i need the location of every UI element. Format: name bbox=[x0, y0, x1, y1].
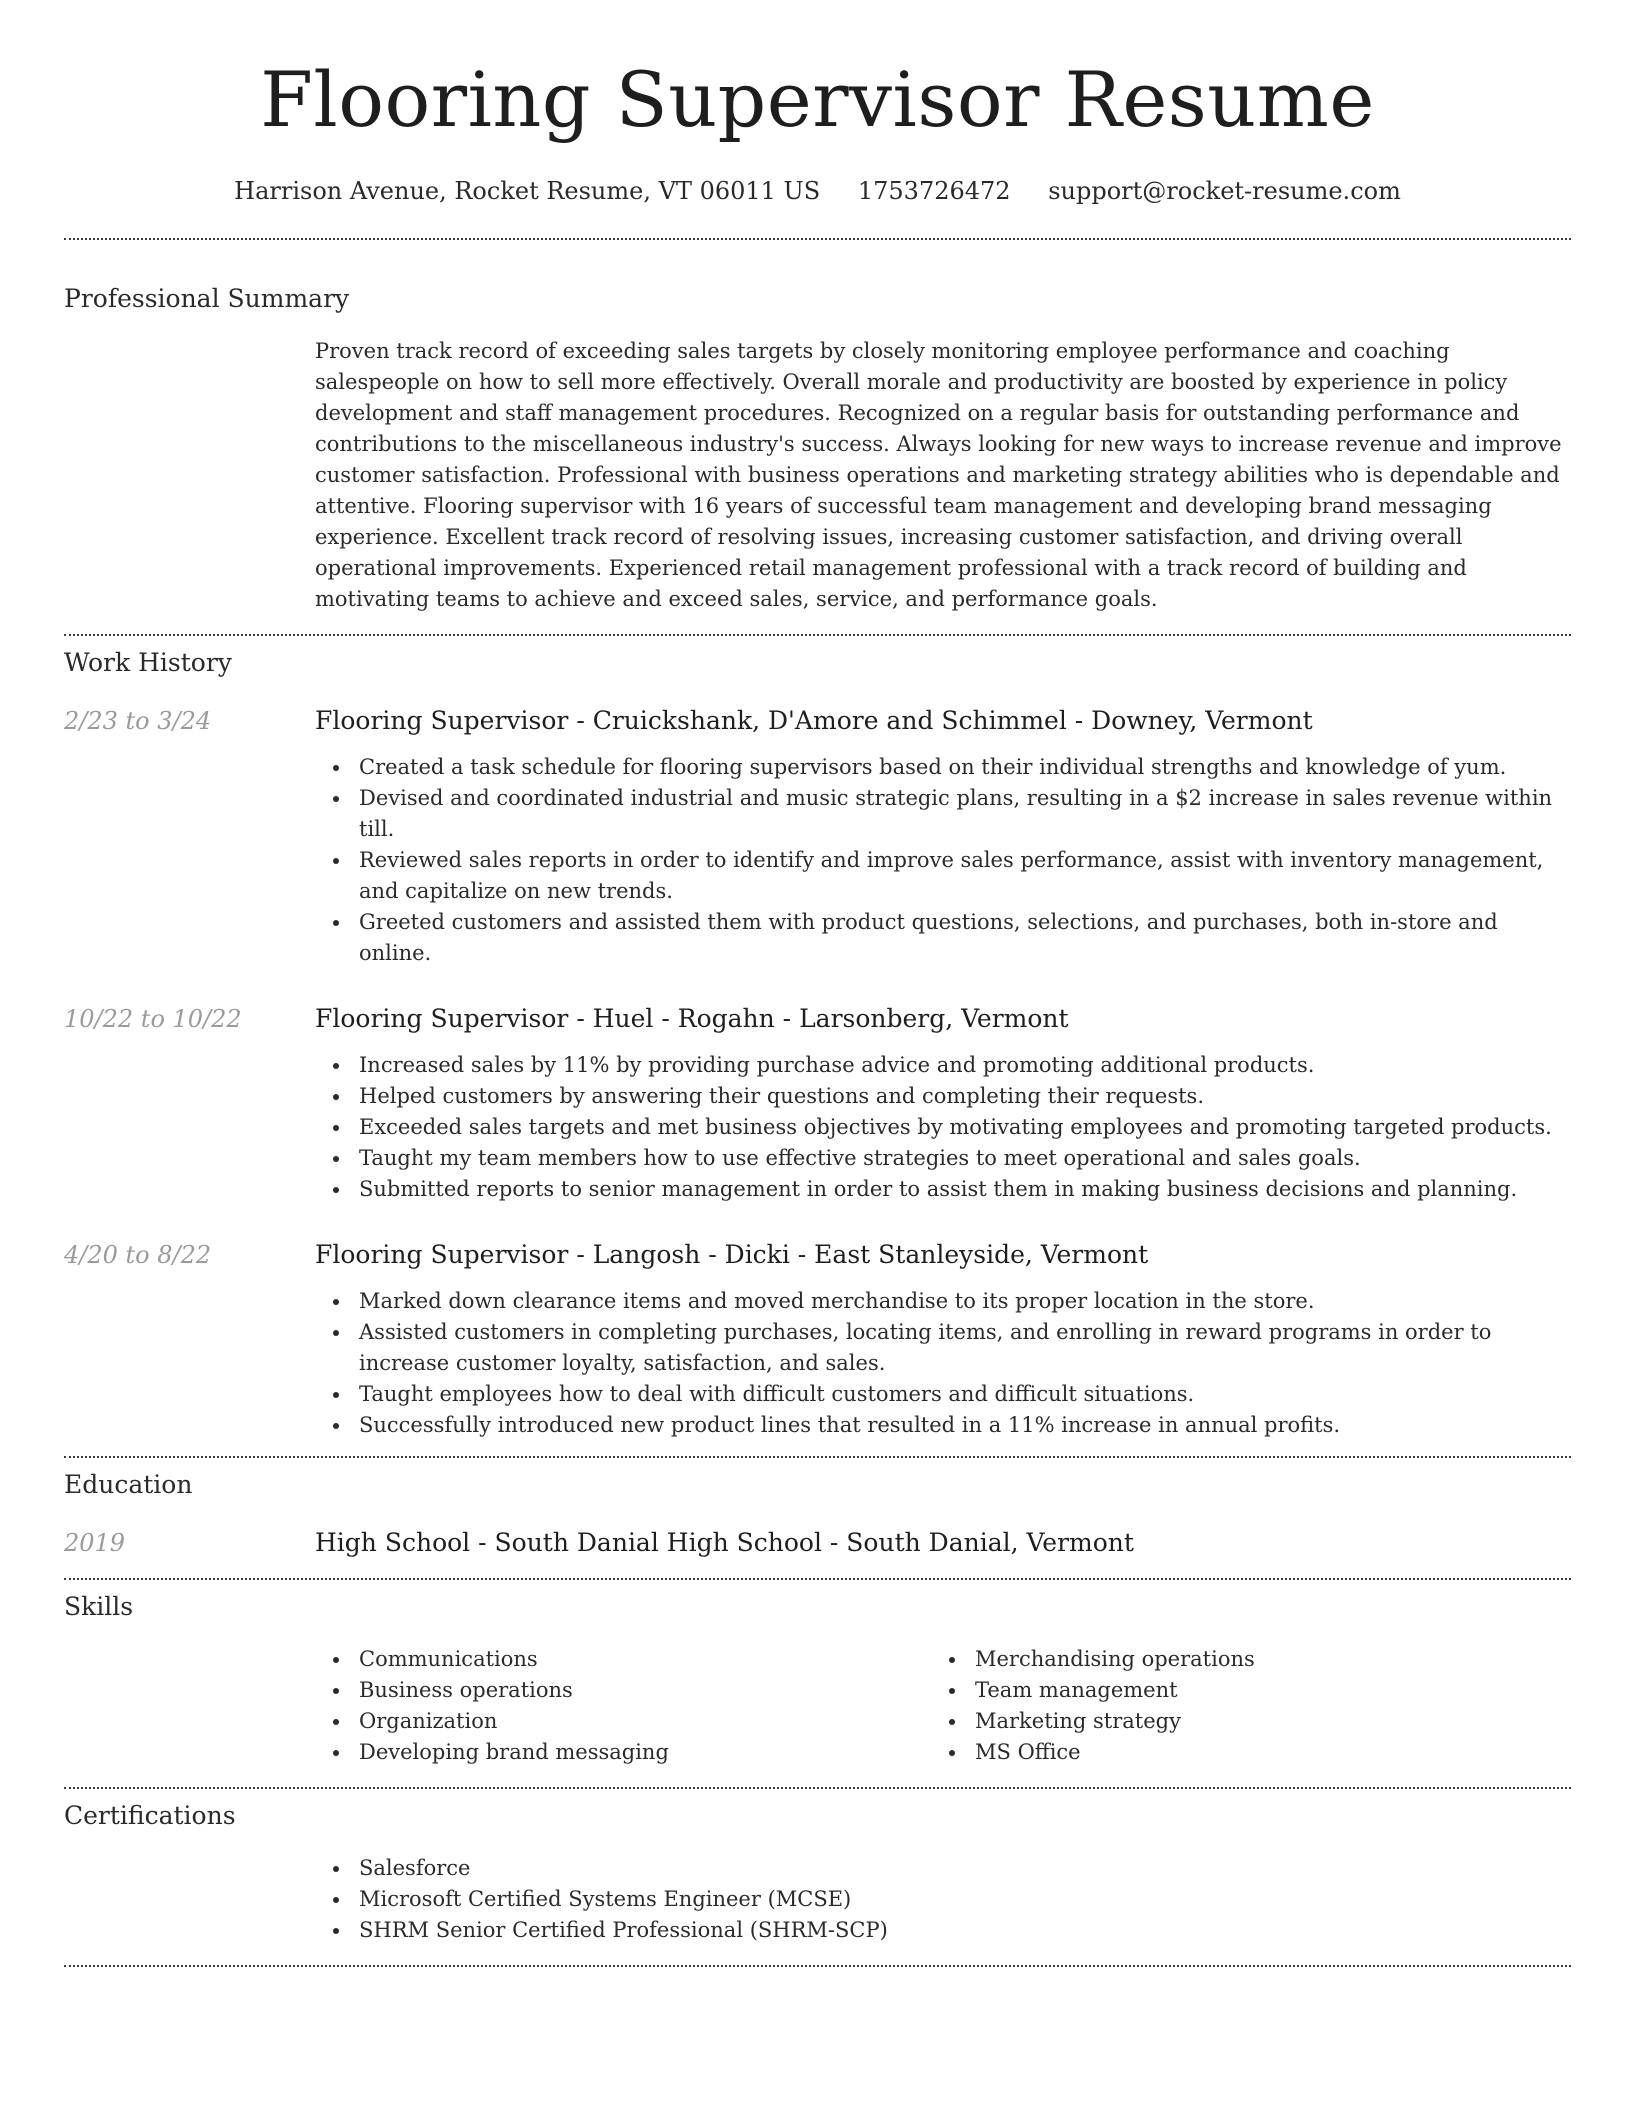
job-title: Flooring Supervisor - Langosh - Dicki - East Stanleyside, Vermont bbox=[315, 1240, 1149, 1269]
section-certifications bbox=[64, 1799, 1571, 1946]
certification-item: Microsoft Certified Systems Engineer (MCSE) bbox=[315, 1884, 1571, 1915]
job-bullet: Devised and coordinated industrial and music strategic plans, resulting in a $2 increase in sales revenue within till. bbox=[315, 783, 1571, 845]
job-title: Flooring Supervisor - Huel - Rogahn - Larsonberg, Vermont bbox=[315, 1004, 1069, 1033]
skill-item: MS Office bbox=[931, 1737, 1547, 1768]
job-entry bbox=[64, 704, 1571, 969]
divider bbox=[64, 1456, 1571, 1458]
section-heading: Professional Summary bbox=[64, 284, 350, 313]
job-bullet: Greeted customers and assisted them with product questions, selections, and purchases, both in-store and online. bbox=[315, 907, 1571, 969]
job-bullet: Taught employees how to deal with difficult customers and difficult situations. bbox=[315, 1379, 1571, 1410]
certification-item: Salesforce bbox=[315, 1853, 1571, 1884]
skill-item: Organization bbox=[315, 1706, 931, 1737]
job-bullet: Exceeded sales targets and met business objectives by motivating employees and promoting targeted products. bbox=[315, 1112, 1571, 1143]
skill-item: Merchandising operations bbox=[931, 1644, 1547, 1675]
resume-title: Flooring Supervisor Resume bbox=[260, 55, 1375, 144]
job-bullet: Assisted customers in completing purchases, locating items, and enrolling in reward programs in order to increase customer loyalty, satisfaction, and sales. bbox=[315, 1317, 1571, 1379]
certifications-list bbox=[315, 1853, 1571, 1946]
job-bullet: Increased sales by 11% by providing purchase advice and promoting additional products. bbox=[315, 1050, 1571, 1081]
section-heading: Skills bbox=[64, 1592, 134, 1621]
section-skills bbox=[64, 1590, 1571, 1768]
resume-page bbox=[64, 0, 1571, 1967]
job-entry bbox=[64, 1238, 1571, 1441]
section-heading: Certifications bbox=[64, 1801, 236, 1830]
skill-item: Communications bbox=[315, 1644, 931, 1675]
divider bbox=[64, 1787, 1571, 1789]
job-entry bbox=[64, 1002, 1571, 1205]
skills-column-right bbox=[931, 1644, 1547, 1768]
education-title: High School - South Danial High School - South Danial, Vermont bbox=[315, 1528, 1134, 1557]
certification-item: SHRM Senior Certified Professional (SHRM-SCP) bbox=[315, 1915, 1571, 1946]
section-professional-summary bbox=[64, 282, 1571, 615]
summary-text: Proven track record of exceeding sales targets by closely monitoring employee performance and coaching salespeople on how to sell more effectively. Overall morale and productivity are boosted by experience in policy development and staff management procedures. Recognized on a regular basis for outstanding performance and contributions to the miscellaneous industry's success. Always looking for new ways to increase revenue and improve customer satisfaction. Professional with business operations and marketing strategy abilities who is dependable and attentive. Flooring supervisor with 16 years of successful team management and developing brand messaging experience. Excellent track record of resolving issues, increasing customer satisfaction, and driving overall operational improvements. Experienced retail management professional with a track record of building and motivating teams to achieve and exceed sales, service, and performance goals. bbox=[315, 339, 1562, 611]
skill-item: Team management bbox=[931, 1675, 1547, 1706]
divider bbox=[64, 1578, 1571, 1580]
job-dates: 4/20 to 8/22 bbox=[64, 1241, 212, 1269]
job-bullet: Created a task schedule for flooring supervisors based on their individual strengths and knowledge of yum. bbox=[315, 752, 1571, 783]
divider bbox=[64, 238, 1571, 240]
divider bbox=[64, 634, 1571, 636]
job-title: Flooring Supervisor - Cruickshank, D'Amore and Schimmel - Downey, Vermont bbox=[315, 706, 1313, 735]
education-entry bbox=[64, 1526, 1571, 1560]
section-work-history bbox=[64, 646, 1571, 1441]
job-bullets bbox=[315, 1050, 1571, 1205]
contact-phone: 1753726472 bbox=[857, 177, 1011, 205]
divider bbox=[64, 1965, 1571, 1967]
job-dates: 2/23 to 3/24 bbox=[64, 707, 212, 735]
skills-column-left bbox=[315, 1644, 931, 1768]
section-heading: Work History bbox=[64, 648, 232, 677]
section-heading: Education bbox=[64, 1470, 193, 1499]
job-dates: 10/22 to 10/22 bbox=[64, 1005, 242, 1033]
job-bullet: Successfully introduced new product lines that resulted in a 11% increase in annual profits. bbox=[315, 1410, 1571, 1441]
skill-item: Developing brand messaging bbox=[315, 1737, 931, 1768]
section-education bbox=[64, 1468, 1571, 1560]
job-bullet: Helped customers by answering their questions and completing their requests. bbox=[315, 1081, 1571, 1112]
job-bullet: Reviewed sales reports in order to identify and improve sales performance, assist with inventory management, and capitalize on new trends. bbox=[315, 845, 1571, 907]
job-bullets bbox=[315, 752, 1571, 969]
job-bullet: Marked down clearance items and moved merchandise to its proper location in the store. bbox=[315, 1286, 1571, 1317]
skill-item: Business operations bbox=[315, 1675, 931, 1706]
contact-email: support@rocket-resume.com bbox=[1048, 177, 1401, 205]
education-dates: 2019 bbox=[64, 1529, 126, 1557]
contact-address: Harrison Avenue, Rocket Resume, VT 06011 US bbox=[234, 177, 821, 205]
contact-line bbox=[64, 175, 1571, 207]
job-bullets bbox=[315, 1286, 1571, 1441]
job-bullet: Submitted reports to senior management in order to assist them in making business decisions and planning. bbox=[315, 1174, 1571, 1205]
skills-grid bbox=[315, 1644, 1571, 1768]
skill-item: Marketing strategy bbox=[931, 1706, 1547, 1737]
job-bullet: Taught my team members how to use effective strategies to meet operational and sales goals. bbox=[315, 1143, 1571, 1174]
